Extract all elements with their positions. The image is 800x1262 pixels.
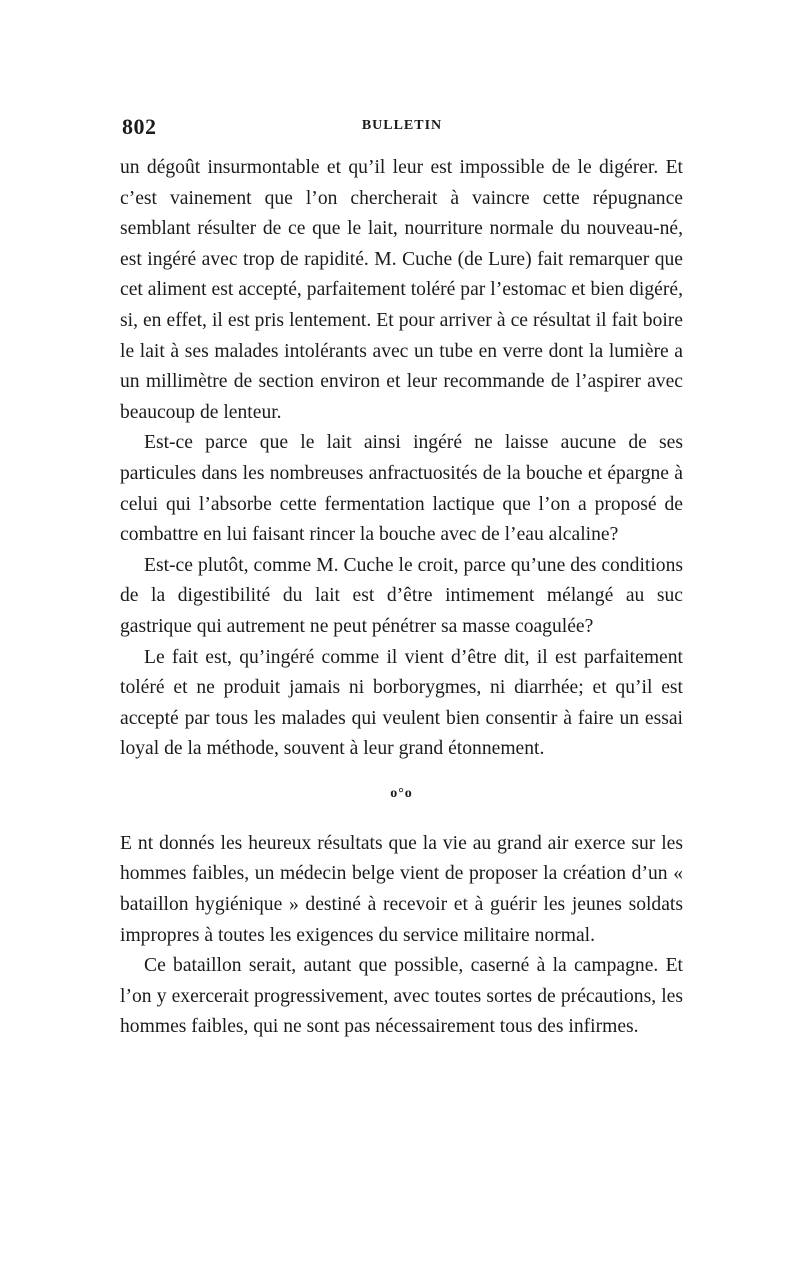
paragraph: E nt donnés les heureux résultats que la vie au grand air exerce sur les hommes faibles, un médecin belge vient de proposer la création d’un « bataillon hygiénique » destiné à recevoir et à guérir les jeunes soldats impropres à toutes les exigences du service militaire normal. — [120, 832, 683, 946]
body-text — [120, 153, 683, 1043]
page-number: 802 — [122, 114, 157, 139]
paragraph: un dégoût insurmontable et qu’il leur est impossible de le digérer. Et c’est vainement que l’on chercherait à vaincre cette répugnance semblant résulter de ce que le lait, nourriture normale du nouveau-né, est ingéré avec trop de rapidité. M. Cuche (de Lure) fait remarquer que cet aliment est accepté, parfaitement toléré par l’estomac et bien digéré, si, en effet, il est pris lentement. Et pour arriver à ce résultat il fait boire le lait à ses malades intolérants avec un tube en verre dont la lumière a un millimètre de section environ et leur recommande de l’aspirer avec beaucoup de lenteur. — [120, 157, 683, 423]
separator-ornament: o°o — [390, 785, 413, 801]
paragraph: Est-ce plutôt, comme M. Cuche le croit, parce qu’une des conditions de la digestibilité du lait est d’être intimement mélangé au suc gastrique qui autrement ne peut pénétrer sa masse coagulée? — [120, 554, 683, 637]
page-header — [122, 114, 682, 144]
section-separator — [120, 765, 683, 829]
paragraph: Le fait est, qu’ingéré comme il vient d’être dit, il est parfaitement toléré et ne produit jamais ni borborygmes, ni diarrhée; et qu’il est accepté par tous les malades qui veulent bien consentir à faire un essai loyal de la méthode, souvent à leur grand étonnement. — [120, 646, 683, 760]
running-title: BULLETIN — [361, 118, 443, 133]
paragraph: Est-ce parce que le lait ainsi ingéré ne laisse aucune de ses particules dans les nombreuses anfractuosités de la bouche et épargne à celui qui l’absorbe cette fermentation lactique que l’on a proposé de combattre en lui faisant rincer la bouche avec de l’eau alcaline? — [120, 432, 683, 546]
paragraph: Ce bataillon serait, autant que possible, caserné à la campagne. Et l’on y exercerait progressivement, avec toutes sortes de précautions, les hommes faibles, qui ne sont pas nécessairement tous des infirmes. — [120, 955, 683, 1038]
